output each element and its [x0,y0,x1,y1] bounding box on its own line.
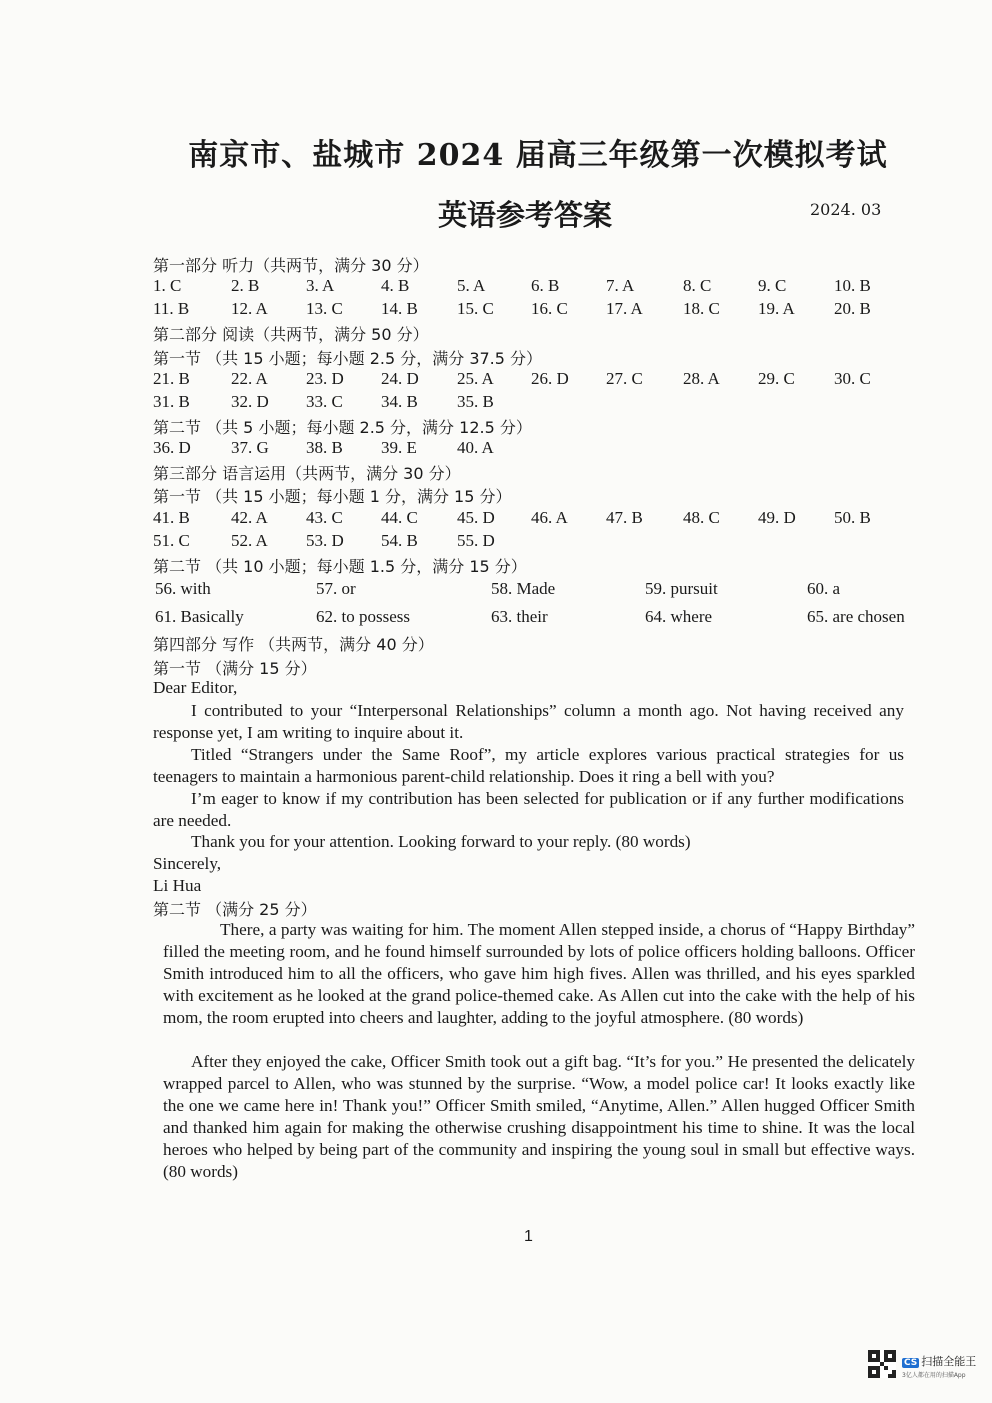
letter-paragraph: Titled “Strangers under the Same Roof”, my article explores various practical strategies for us teenagers to maintain a harmonious parent-child relationship. Does it ring a bell with you? [153,745,904,786]
answer-item: 17. A [606,299,643,318]
answer-item: 5. A [457,276,486,295]
letter-paragraph: I contributed to your “Interpersonal Relationships” column a month ago. Not having received any response yet, I am writing to inquire about it. [153,701,904,742]
page-title: 南京市、盐城市 2024 届高三年级第一次模拟考试 [188,138,888,173]
answer-item: 18. C [683,299,720,318]
subsection-heading-reading-1: 第一节 （共 15 小题；每小题 2.5 分，满分 37.5 分） [153,349,543,368]
answer-item: 22. A [231,369,268,388]
answer-item: 33. C [306,392,343,411]
answer-item: 7. A [606,276,635,295]
subsection-heading-language-2: 第二节 （共 10 小题；每小题 1.5 分，满分 15 分） [153,557,527,576]
subsection-heading-writing-1: 第一节 （满分 15 分） [153,659,317,678]
page-number: 1 [524,1228,533,1245]
answer-item: 44. C [381,508,418,527]
answer-item: 14. B [381,299,418,318]
letter-paragraph: Thank you for your attention. Looking forward to your reply. (80 words) [191,832,691,851]
answer-item: 25. A [457,369,494,388]
answer-item: 62. to possess [316,607,410,626]
answer-item: 16. C [531,299,568,318]
answer-item: 61. Basically [155,607,244,626]
scanner-name: 扫描全能王 [921,1355,977,1368]
answer-item: 36. D [153,438,191,457]
scanner-watermark [862,1346,976,1388]
answer-item: 1. C [153,276,182,295]
section-heading-reading: 第二部分 阅读（共两节，满分 50 分） [153,325,429,344]
answer-item: 26. D [531,369,569,388]
answer-item: 8. C [683,276,712,295]
answer-item: 52. A [231,531,268,550]
answer-item: 15. C [457,299,494,318]
answer-item: 20. B [834,299,871,318]
answer-item: 53. D [306,531,344,550]
answer-item: 50. B [834,508,871,527]
answer-item: 3. A [306,276,335,295]
answer-item: 63. their [491,607,548,626]
answer-item: 10. B [834,276,871,295]
answer-item: 54. B [381,531,418,550]
answer-item: 4. B [381,276,410,295]
answer-item: 46. A [531,508,568,527]
answer-item: 31. B [153,392,190,411]
answer-item: 23. D [306,369,344,388]
answer-item: 49. D [758,508,796,527]
answer-item: 38. B [306,438,343,457]
answer-item: 55. D [457,531,495,550]
answer-item: 64. where [645,607,713,626]
answer-item: 21. B [153,369,190,388]
answer-item: 59. pursuit [645,579,718,598]
subsection-heading-reading-2: 第二节 （共 5 小题；每小题 2.5 分，满分 12.5 分） [153,418,532,437]
answer-item: 35. B [457,392,494,411]
qr-code-icon [868,1350,896,1378]
section-heading-writing: 第四部分 写作 （共两节，满分 40 分） [153,635,434,654]
letter-paragraph: I’m eager to know if my contribution has been selected for publication or if any further modifications are needed. [153,789,904,830]
page-subtitle: 英语参考答案 [438,198,613,232]
answer-item: 28. A [683,369,720,388]
scanner-tagline: 3亿人都在用的扫描App [902,1372,966,1379]
answer-item: 51. C [153,531,190,550]
answer-item: 34. B [381,392,418,411]
answer-item: 57. or [316,579,356,598]
answer-item: 13. C [306,299,343,318]
subsection-heading-writing-2: 第二节 （满分 25 分） [153,900,317,919]
answer-item: 2. B [231,276,260,295]
answer-item: 45. D [457,508,495,527]
answer-item: 19. A [758,299,795,318]
answer-item: 11. B [153,299,190,318]
answer-item: 47. B [606,508,643,527]
answer-item: 60. a [807,579,841,598]
story-paragraph: After they enjoyed the cake, Officer Smith took out a gift bag. “It’s for you.” He presented the delicately wrapped parcel to Allen, who was stunned by the surprise. “Wow, a model police car! It looks exactly like the one we came here in! Thank you!” Officer Smith smiled, “Anytime, Allen.” Allen hugged Officer Smith and thanked him again for making the otherwise crushing disappointment his time to shine. It was the local heroes who helped by being part of the community and inspiring the young soul in small but effective ways. (80 words) [163,1052,915,1181]
answer-item: 58. Made [491,579,556,598]
answer-item: 65. are chosen [807,607,905,626]
answer-item: 27. C [606,369,643,388]
answer-item: 48. C [683,508,720,527]
section-heading-listening: 第一部分 听力（共两节，满分 30 分） [153,256,429,275]
answer-item: 41. B [153,508,190,527]
exam-date: 2024. 03 [810,200,882,219]
letter-signature: Li Hua [153,876,202,895]
answer-item: 24. D [381,369,419,388]
answer-item: 12. A [231,299,268,318]
answer-item: 42. A [231,508,268,527]
answer-item: 32. D [231,392,269,411]
answer-item: 30. C [834,369,871,388]
answer-item: 39. E [381,438,417,457]
answer-item: 40. A [457,438,494,457]
section-heading-language: 第三部分 语言运用（共两节，满分 30 分） [153,464,461,483]
letter-closing: Sincerely, [153,854,222,873]
answer-item: 9. C [758,276,787,295]
letter-salutation: Dear Editor, [153,678,238,697]
scanner-logo: CS [904,1358,918,1368]
answer-item: 43. C [306,508,343,527]
answer-item: 29. C [758,369,795,388]
answer-item: 56. with [155,579,211,598]
story-paragraph: There, a party was waiting for him. The moment Allen stepped inside, a chorus of “Happy Birthday” filled the meeting room, and he found himself surrounded by lots of police officers holding balloons. Officer Smith introduced him to all the officers, who gave him high fives. Allen was thrilled, and his eyes sparkled with excitement as he looked at the grand police-themed cake. As Allen cut into the cake with the help of his mom, the room erupted into cheers and laughter, adding to the joyful atmosphere. (80 words) [163,920,915,1027]
subsection-heading-language-1: 第一节 （共 15 小题；每小题 1 分，满分 15 分） [153,487,512,506]
answer-item: 37. G [231,438,269,457]
answer-item: 6. B [531,276,560,295]
